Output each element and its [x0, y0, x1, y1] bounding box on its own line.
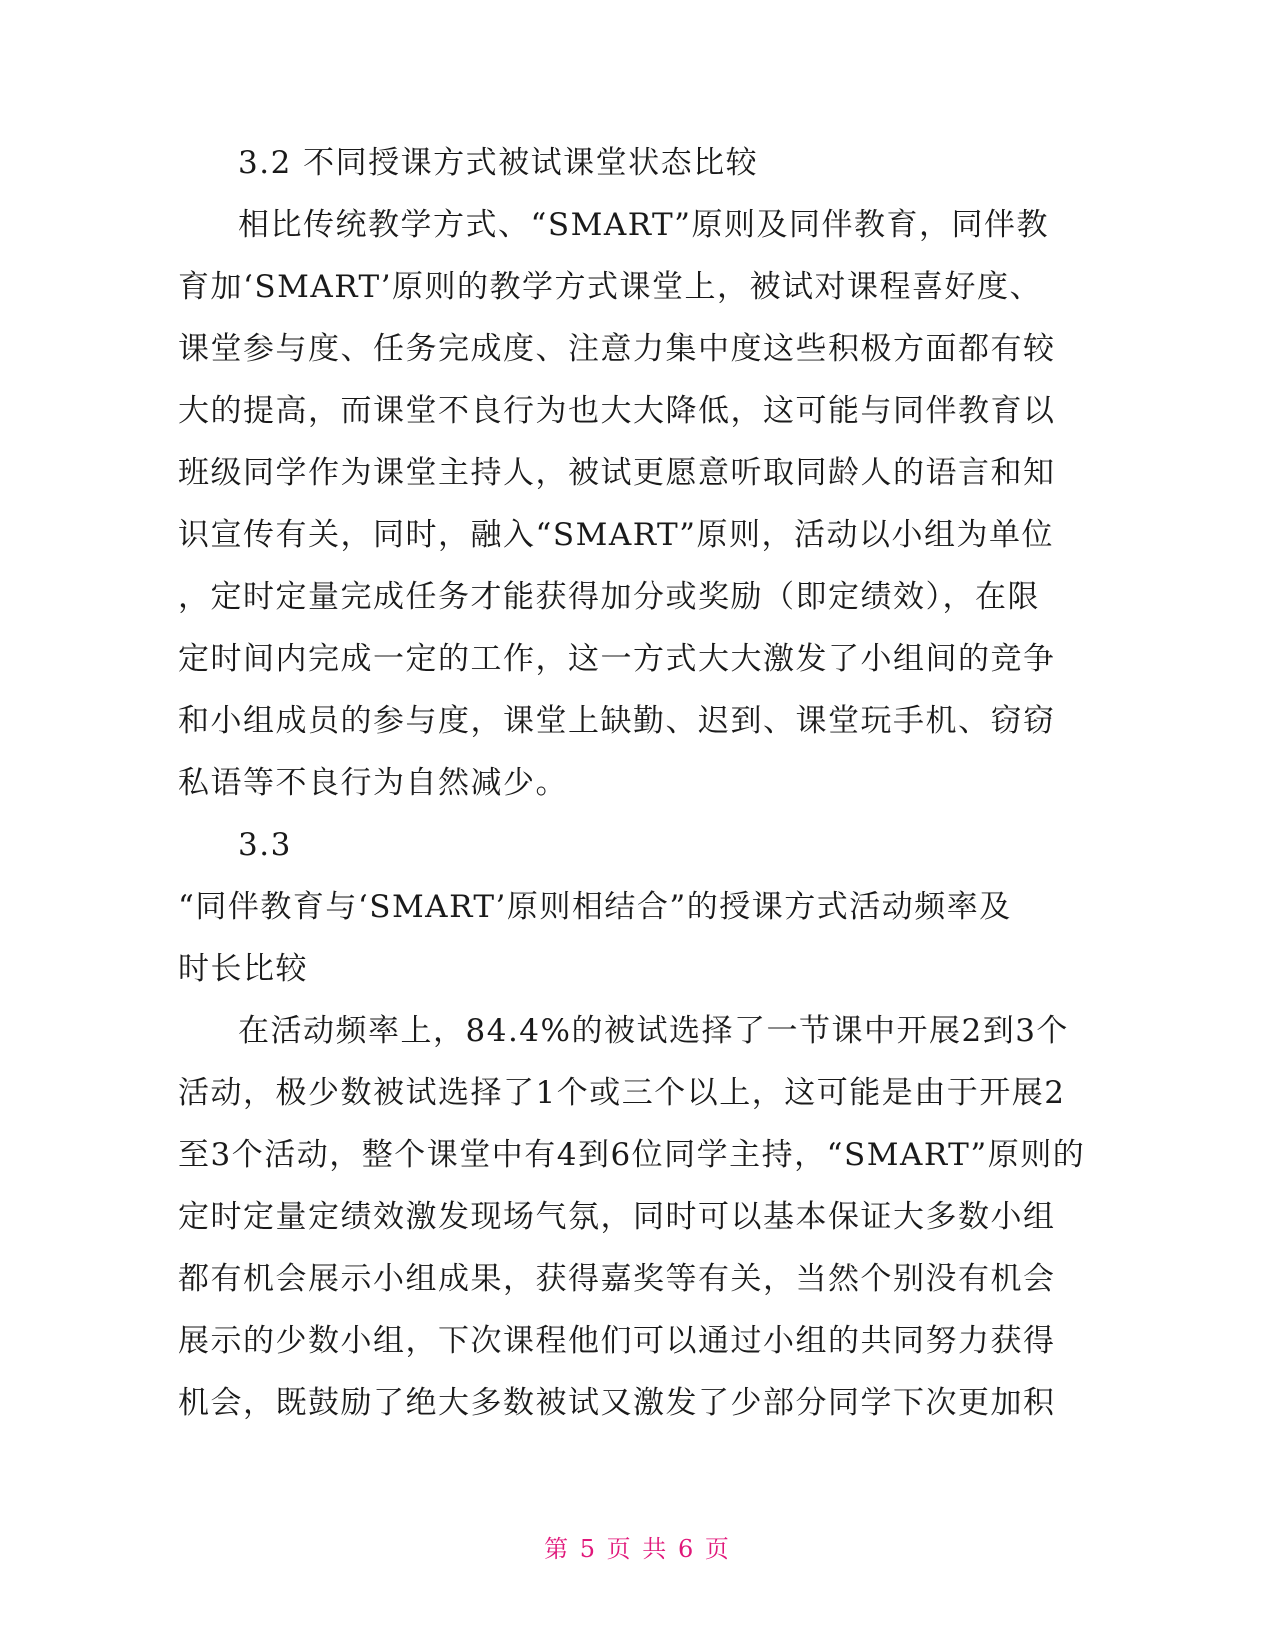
paragraph-line: 课堂参与度、任务完成度、注意力集中度这些积极方面都有较	[178, 331, 1056, 367]
section-heading: 时长比较	[178, 951, 308, 987]
paragraph-line: ，定时定量完成任务才能获得加分或奖励（即定绩效），在限	[178, 579, 1040, 615]
paragraph-line: 活动，极少数被试选择了1个或三个以上，这可能是由于开展2	[178, 1075, 1066, 1111]
paragraph-line: 定时间内完成一定的工作，这一方式大大激发了小组间的竞争	[178, 641, 1056, 677]
paragraph-line: 定时定量定绩效激发现场气氛，同时可以基本保证大多数小组	[178, 1199, 1056, 1235]
paragraph-line: 班级同学作为课堂主持人，被试更愿意听取同龄人的语言和知	[178, 455, 1056, 491]
paragraph-line: 都有机会展示小组成果，获得嘉奖等有关，当然个别没有机会	[178, 1261, 1056, 1297]
paragraph-line: 识宣传有关，同时，融入“SMART”原则，活动以小组为单位	[178, 517, 1055, 553]
paragraph-line: 机会，既鼓励了绝大多数被试又激发了少部分同学下次更加积	[178, 1385, 1056, 1421]
paragraph-line: 在活动频率上，84.4%的被试选择了一节课中开展2到3个	[238, 1013, 1069, 1049]
paragraph-line: 至3个活动，整个课堂中有4到6位同学主持，“SMART”原则的	[178, 1137, 1086, 1173]
paragraph-line: 展示的少数小组，下次课程他们可以通过小组的共同努力获得	[178, 1323, 1056, 1359]
paragraph-line: 大的提高，而课堂不良行为也大大降低，这可能与同伴教育以	[178, 393, 1056, 429]
paragraph-line: 相比传统教学方式、“SMART”原则及同伴教育，同伴教	[238, 207, 1050, 243]
paragraph-line: 和小组成员的参与度，课堂上缺勤、迟到、课堂玩手机、窃窃	[178, 703, 1056, 739]
paragraph-line: 育加‘SMART’原则的教学方式课堂上，被试对课程喜好度、	[178, 269, 1043, 305]
section-heading: 3.3	[238, 827, 292, 863]
page-footer: 第 5 页 共 6 页	[544, 1535, 731, 1563]
section-heading: “同伴教育与‘SMART’原则相结合”的授课方式活动频率及	[178, 889, 1012, 925]
paragraph-line: 私语等不良行为自然减少。	[178, 765, 568, 801]
section-heading: 3.2 不同授课方式被试课堂状态比较	[238, 145, 759, 181]
